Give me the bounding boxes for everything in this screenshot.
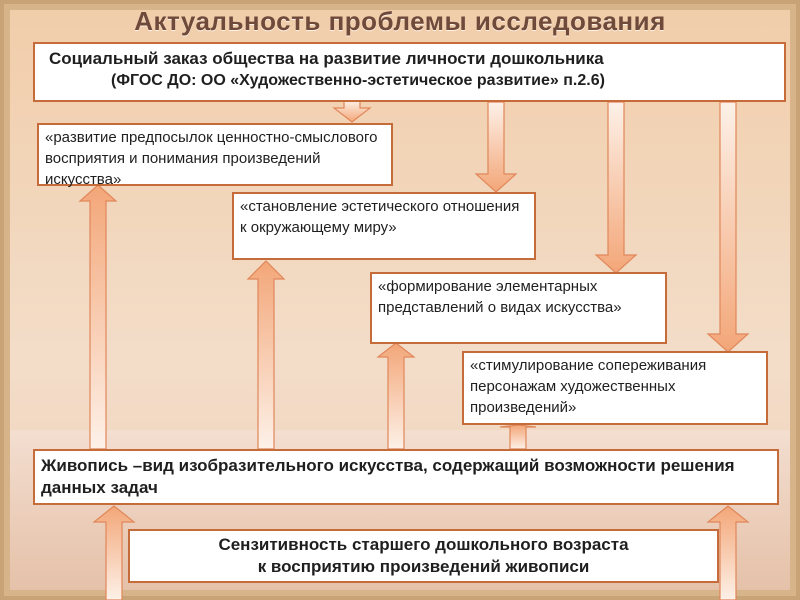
sensitivity-line1: Сензитивность старшего дошкольного возраста [218, 535, 629, 554]
up-arrow-1 [80, 185, 116, 449]
up-arrow-3 [378, 343, 414, 449]
down-arrow-1 [334, 100, 370, 122]
task-box-3: «формирование элементарных представлений о видах искусства» [370, 272, 667, 344]
social-order-box [33, 42, 786, 102]
down-arrow-4 [708, 102, 748, 352]
slide-title: Актуальность проблемы исследования [134, 6, 666, 36]
down-arrow-2 [476, 102, 516, 192]
social-order-line2: (ФГОС ДО: ОО «Художественно-эстетическое развитие» п.2.6) [111, 72, 605, 89]
up-arrow-4 [500, 425, 536, 449]
down-arrow-3 [596, 102, 636, 273]
sensitivity-line2: к восприятию произведений живописи [257, 557, 590, 576]
up-arrow-2 [248, 261, 284, 449]
task-box-2: «становление эстетического отношения к окружающему миру» [232, 192, 536, 260]
task-box-4: «стимулирование сопереживания персонажам художественных произведений» [462, 351, 768, 425]
sensitivity-box [128, 529, 719, 583]
social-order-line1: Социальный заказ общества на развитие личности дошкольника [49, 49, 604, 68]
task-box-1: «развитие предпосылок ценностно-смыслового восприятия и понимания произведений искусства» [37, 123, 393, 186]
painting-box: Живопись –вид изобразительного искусства, содержащий возможности решения данных задач [33, 449, 779, 505]
